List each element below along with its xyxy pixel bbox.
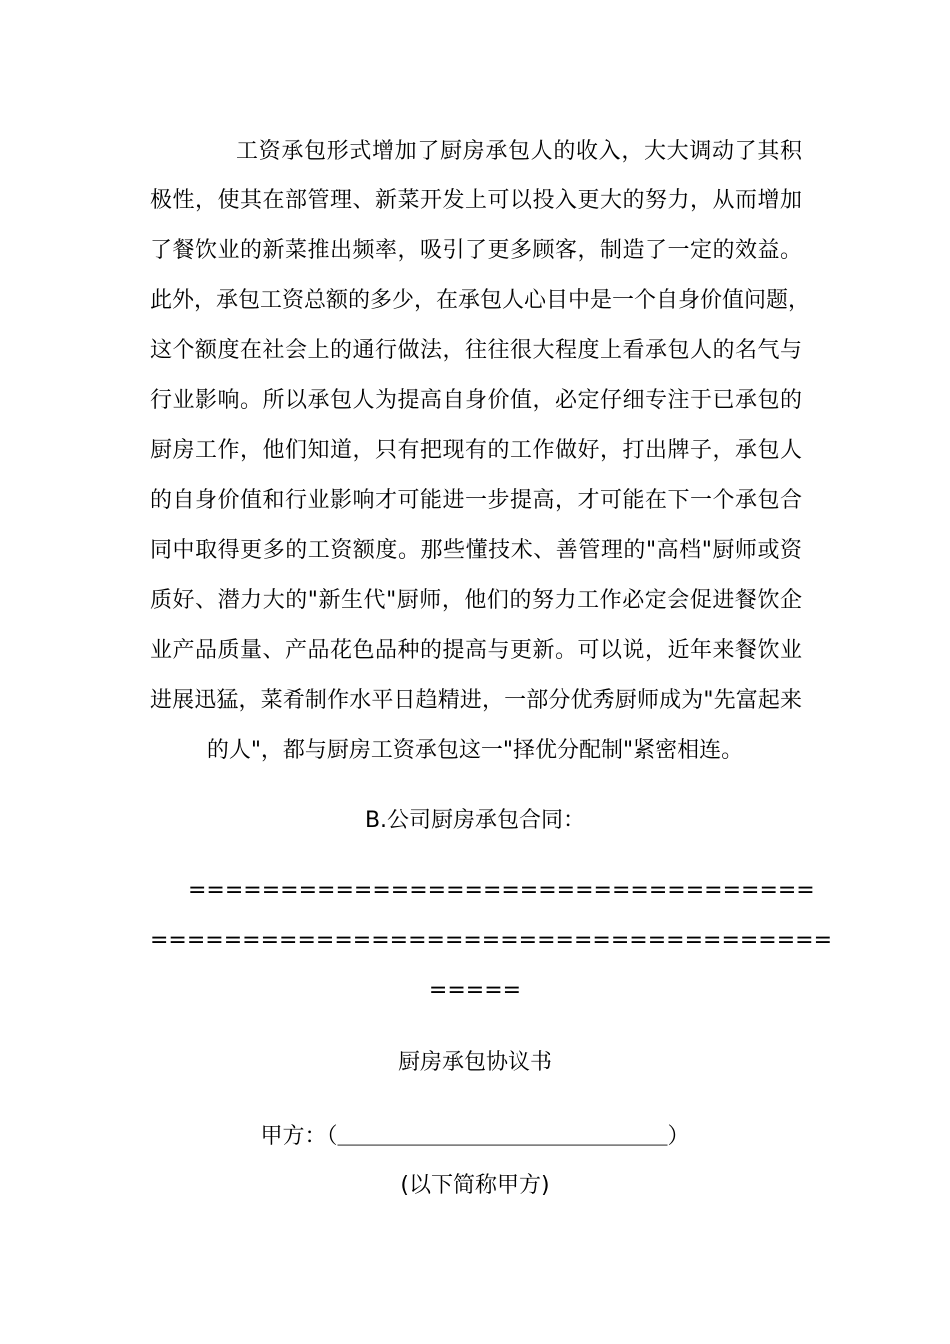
paragraph-line-12: 进展迅猛，菜肴制作水平日趋精进，一部分优秀厨师成为"先富起来: [150, 688, 802, 713]
paragraph-line-13: 的人"，都与厨房工资承包这一"择优分配制"紧密相连。: [206, 738, 744, 763]
paragraph-line-6: 行业影响。所以承包人为提高自身价值，必定仔细专注于已承包的: [150, 388, 802, 413]
paragraph-line-5: 这个额度在社会上的通行做法，往往很大程度上看承包人的名气与: [150, 338, 802, 363]
separator-line-2: =====================================: [150, 928, 833, 953]
paragraph-line-4: 此外，承包工资总额的多少，在承包人心目中是一个自身价值问题，: [150, 288, 811, 313]
paragraph-line-7: 厨房工作，他们知道，只有把现有的工作做好，打出牌子，承包人: [150, 438, 802, 463]
paragraph-line-10: 质好、潜力大的"新生代"厨师，他们的努力工作必定会促进餐饮企: [150, 588, 802, 613]
paragraph-line-3: 了餐饮业的新菜推出频率，吸引了更多顾客，制造了一定的效益。: [150, 238, 802, 263]
party-a-note: (以下简称甲方): [400, 1173, 550, 1198]
separator-line-1: ==================================: [188, 878, 815, 903]
party-a-line: 甲方：（＿＿＿＿＿＿＿＿＿＿＿＿＿＿＿）: [260, 1124, 690, 1149]
paragraph-line-2: 极性，使其在部管理、新菜开发上可以投入更大的努力，从而增加: [150, 188, 802, 213]
paragraph-line-9: 同中取得更多的工资额度。那些懂技术、善管理的"高档"厨师或资: [150, 538, 802, 563]
section-heading: B.公司厨房承包合同：: [364, 808, 586, 833]
separator-line-3: =====: [428, 978, 522, 1003]
document-title: 厨房承包协议书: [397, 1050, 552, 1075]
paragraph-line-1: 工资承包形式增加了厨房承包人的收入，大大调动了其积: [236, 139, 802, 164]
paragraph-line-8: 的自身价值和行业影响才可能进一步提高，才可能在下一个承包合: [150, 488, 802, 513]
paragraph-line-11: 业产品质量、产品花色品种的提高与更新。可以说，近年来餐饮业: [150, 638, 802, 663]
